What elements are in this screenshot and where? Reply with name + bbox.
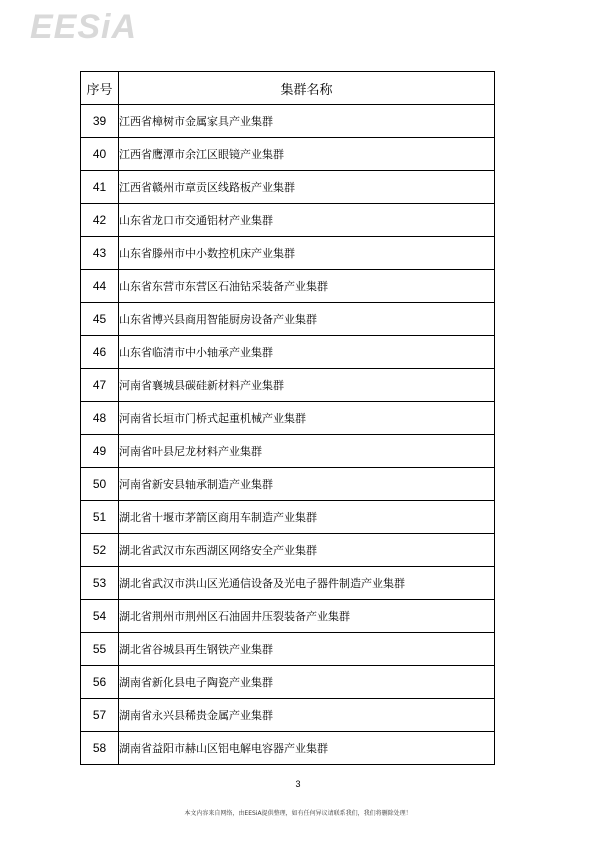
cluster-name: 湖北省武汉市东西湖区网络安全产业集群 — [119, 534, 495, 567]
table-row — [81, 303, 495, 336]
row-number: 58 — [81, 732, 119, 765]
table-row — [81, 402, 495, 435]
row-number: 39 — [81, 105, 119, 138]
footer-disclaimer: 本文内容来自网络，由EESiA提供整理，如有任何异议请联系我们，我们将删除处理！ — [184, 810, 412, 817]
cluster-name: 河南省叶县尼龙材料产业集群 — [119, 435, 495, 468]
cluster-table — [80, 71, 495, 765]
row-number: 52 — [81, 534, 119, 567]
cluster-name: 湖南省新化县电子陶瓷产业集群 — [119, 666, 495, 699]
row-number: 49 — [81, 435, 119, 468]
row-number: 48 — [81, 402, 119, 435]
cluster-name: 河南省新安县轴承制造产业集群 — [119, 468, 495, 501]
cluster-name: 山东省博兴县商用智能厨房设备产业集群 — [119, 303, 495, 336]
table-row — [81, 336, 495, 369]
row-number: 51 — [81, 501, 119, 534]
table-row — [81, 138, 495, 171]
row-number: 57 — [81, 699, 119, 732]
row-number: 44 — [81, 270, 119, 303]
row-number: 42 — [81, 204, 119, 237]
cluster-name: 山东省东营市东营区石油钻采装备产业集群 — [119, 270, 495, 303]
row-number: 46 — [81, 336, 119, 369]
row-number: 55 — [81, 633, 119, 666]
cluster-name: 河南省襄城县碳硅新材料产业集群 — [119, 369, 495, 402]
cluster-name: 湖北省十堰市茅箭区商用车制造产业集群 — [119, 501, 495, 534]
cluster-name: 湖南省益阳市赫山区铝电解电容器产业集群 — [119, 732, 495, 765]
table-row — [81, 468, 495, 501]
table-row — [81, 534, 495, 567]
cluster-name: 河南省长垣市门桥式起重机械产业集群 — [119, 402, 495, 435]
cluster-name: 山东省滕州市中小数控机床产业集群 — [119, 237, 495, 270]
table-row — [81, 666, 495, 699]
table-row — [81, 105, 495, 138]
row-number: 53 — [81, 567, 119, 600]
cluster-name: 湖南省永兴县稀贵金属产业集群 — [119, 699, 495, 732]
cluster-name: 江西省樟树市金属家具产业集群 — [119, 105, 495, 138]
column-header-cluster-name: 集群名称 — [119, 72, 495, 105]
cluster-name: 湖北省武汉市洪山区光通信设备及光电子器件制造产业集群 — [119, 567, 495, 600]
row-number: 47 — [81, 369, 119, 402]
cluster-name: 江西省赣州市章贡区线路板产业集群 — [119, 171, 495, 204]
eesia-logo: EESiA — [30, 8, 138, 46]
cluster-name: 湖北省谷城县再生钢铁产业集群 — [119, 633, 495, 666]
table-row — [81, 435, 495, 468]
table-row — [81, 369, 495, 402]
table-row — [81, 171, 495, 204]
table-header-row — [81, 72, 495, 105]
table-row — [81, 600, 495, 633]
row-number: 43 — [81, 237, 119, 270]
row-number: 56 — [81, 666, 119, 699]
cluster-name: 山东省龙口市交通铝材产业集群 — [119, 204, 495, 237]
cluster-name: 江西省鹰潭市余江区眼镜产业集群 — [119, 138, 495, 171]
cluster-name: 湖北省荆州市荆州区石油固井压裂装备产业集群 — [119, 600, 495, 633]
row-number: 50 — [81, 468, 119, 501]
table-row — [81, 501, 495, 534]
row-number: 41 — [81, 171, 119, 204]
table-row — [81, 204, 495, 237]
column-header-number: 序号 — [81, 72, 119, 105]
cluster-name: 山东省临清市中小轴承产业集群 — [119, 336, 495, 369]
row-number: 40 — [81, 138, 119, 171]
table-row — [81, 270, 495, 303]
page-number: 3 — [295, 779, 301, 789]
table-row — [81, 633, 495, 666]
row-number: 54 — [81, 600, 119, 633]
table-row — [81, 237, 495, 270]
table-row — [81, 732, 495, 765]
table-row — [81, 567, 495, 600]
row-number: 45 — [81, 303, 119, 336]
table-row — [81, 699, 495, 732]
